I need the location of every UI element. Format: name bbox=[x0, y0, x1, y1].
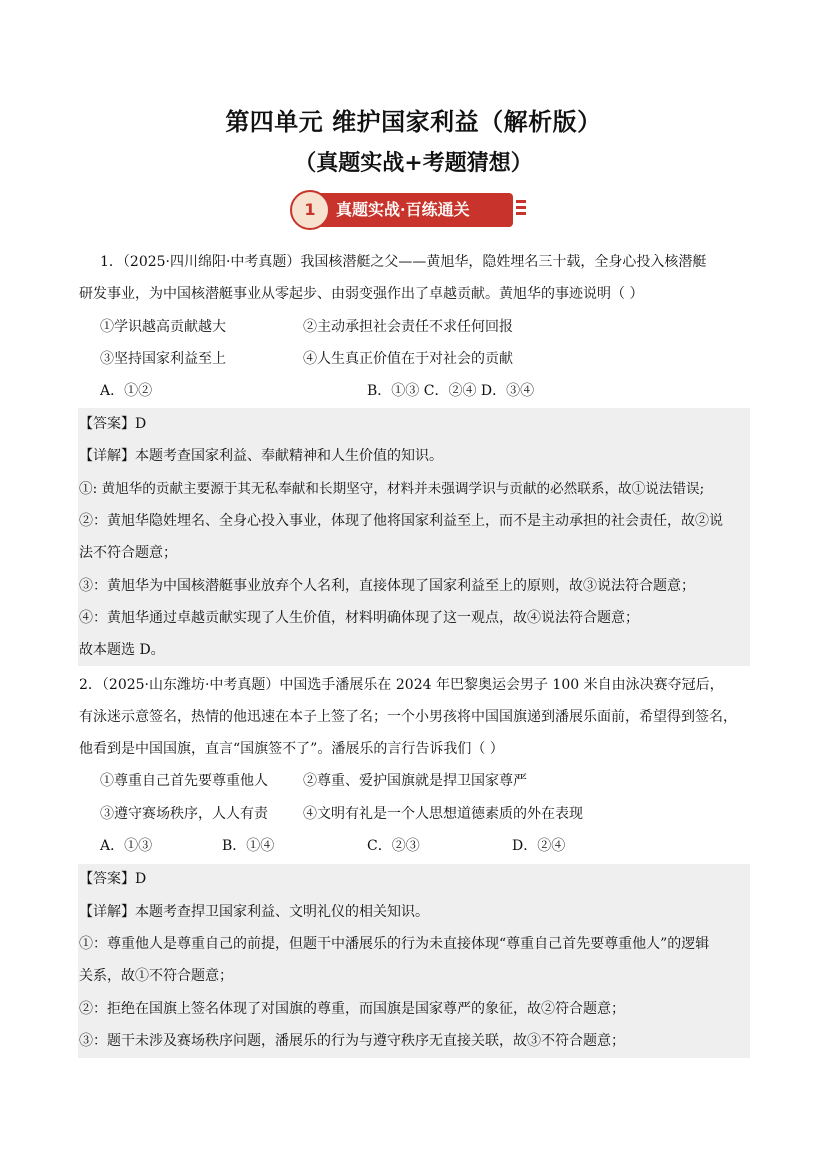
banner-label: 真题实战·百练通关 bbox=[336, 200, 470, 219]
page-title: 第四单元 维护国家利益（解析版） bbox=[225, 107, 602, 136]
q2-stem-line3: 他看到是中国国旗，直言“国旗签不了”。潘展乐的言行告诉我们（ ） bbox=[79, 741, 504, 757]
q2-choice-b: B．①④ bbox=[222, 838, 275, 854]
q2-answer: 【答案】D bbox=[79, 871, 147, 887]
q1-option-3: ③坚持国家利益至上 bbox=[100, 351, 226, 367]
q2-analysis-2: ②：拒绝在国旗上签名体现了对国旗的尊重，而国旗是国家尊严的象征，故②符合题意； bbox=[79, 1001, 625, 1017]
q1-option-2: ②主动承担社会责任不求任何回报 bbox=[303, 319, 513, 335]
q2-analysis-3: ③：题干未涉及赛场秩序问题，潘展乐的行为与遵守秩序无直接关联，故③不符合题意； bbox=[79, 1033, 625, 1049]
q2-stem-line1: 2．（2025·山东潍坊·中考真题）中国选手潘展乐在 2024 年巴黎奥运会男子 100 米自由泳决赛夺冠后， bbox=[79, 677, 724, 693]
q2-stem-line2: 有泳迷示意签名，热情的他迅速在本子上签了名；一个小男孩将中国国旗递到潘展乐面前，希望得到签名， bbox=[79, 709, 737, 725]
q1-stem-line2: 研发事业，为中国核潜艇事业从零起步、由弱变强作出了卓越贡献。黄旭华的事迹说明（ ） bbox=[79, 286, 644, 302]
q1-analysis-1: ①: 黄旭华的贡献主要源于其无私奉献和长期坚守，材料并未强调学识与贡献的必然联系，故①说法错误; bbox=[79, 481, 705, 497]
q1-choice-bcd: B．①③ C．②④ D．③④ bbox=[367, 383, 535, 399]
q1-analysis-3: ③：黄旭华为中国核潜艇事业放弃个人名利，直接体现了国家利益至上的原则，故③说法符合题意； bbox=[79, 578, 695, 594]
q1-analysis-2a: ②：黄旭华隐姓埋名、全身心投入事业，体现了他将国家利益至上，而不是主动承担的社会责任，故②说 bbox=[79, 513, 723, 529]
q2-choice-a: A．①③ bbox=[100, 838, 153, 854]
q2-option-1: ①尊重自己首先要尊重他人 bbox=[100, 773, 268, 789]
q2-option-4: ④文明有礼是一个人思想道德素质的外在表现 bbox=[303, 806, 583, 822]
page-subtitle: （真题实战+考题猜想） bbox=[294, 150, 533, 176]
q2-choice-d: D．②④ bbox=[512, 838, 566, 854]
section-banner bbox=[290, 190, 540, 232]
q1-choice-a: A．①② bbox=[100, 383, 153, 399]
q1-conclusion: 故本题选 D。 bbox=[79, 642, 165, 658]
q1-detail: 【详解】本题考查国家利益、奉献精神和人生价值的知识。 bbox=[79, 448, 443, 464]
q1-answer: 【答案】D bbox=[79, 416, 147, 432]
banner-number-badge: 1 bbox=[290, 190, 330, 230]
q2-analysis-1b: 关系，故①不符合题意； bbox=[79, 968, 233, 984]
q1-option-1: ①学识越高贡献越大 bbox=[100, 319, 226, 335]
q1-analysis-2b: 法不符合题意； bbox=[79, 545, 177, 561]
q1-analysis-4: ④：黄旭华通过卓越贡献实现了人生价值，材料明确体现了这一观点，故④说法符合题意； bbox=[79, 610, 639, 626]
q1-option-4: ④人生真正价值在于对社会的贡献 bbox=[303, 351, 513, 367]
q1-stem-line1: 1．（2025·四川绵阳·中考真题）我国核潜艇之父——黄旭华，隐姓埋名三十载，全身心投入核潜艇 bbox=[100, 254, 707, 270]
q2-detail: 【详解】本题考查捍卫国家利益、文明礼仪的相关知识。 bbox=[79, 904, 429, 920]
q2-option-2: ②尊重、爱护国旗就是捍卫国家尊严 bbox=[303, 773, 527, 789]
q2-analysis-1a: ①：尊重他人是尊重自己的前提，但题干中潘展乐的行为未直接体现“尊重自己首先要尊重他人”的逻辑 bbox=[79, 936, 710, 952]
banner-stripes-icon bbox=[516, 200, 526, 224]
q2-option-3: ③遵守赛场秩序，人人有责 bbox=[100, 806, 268, 822]
q2-choice-c: C．②③ bbox=[367, 838, 420, 854]
